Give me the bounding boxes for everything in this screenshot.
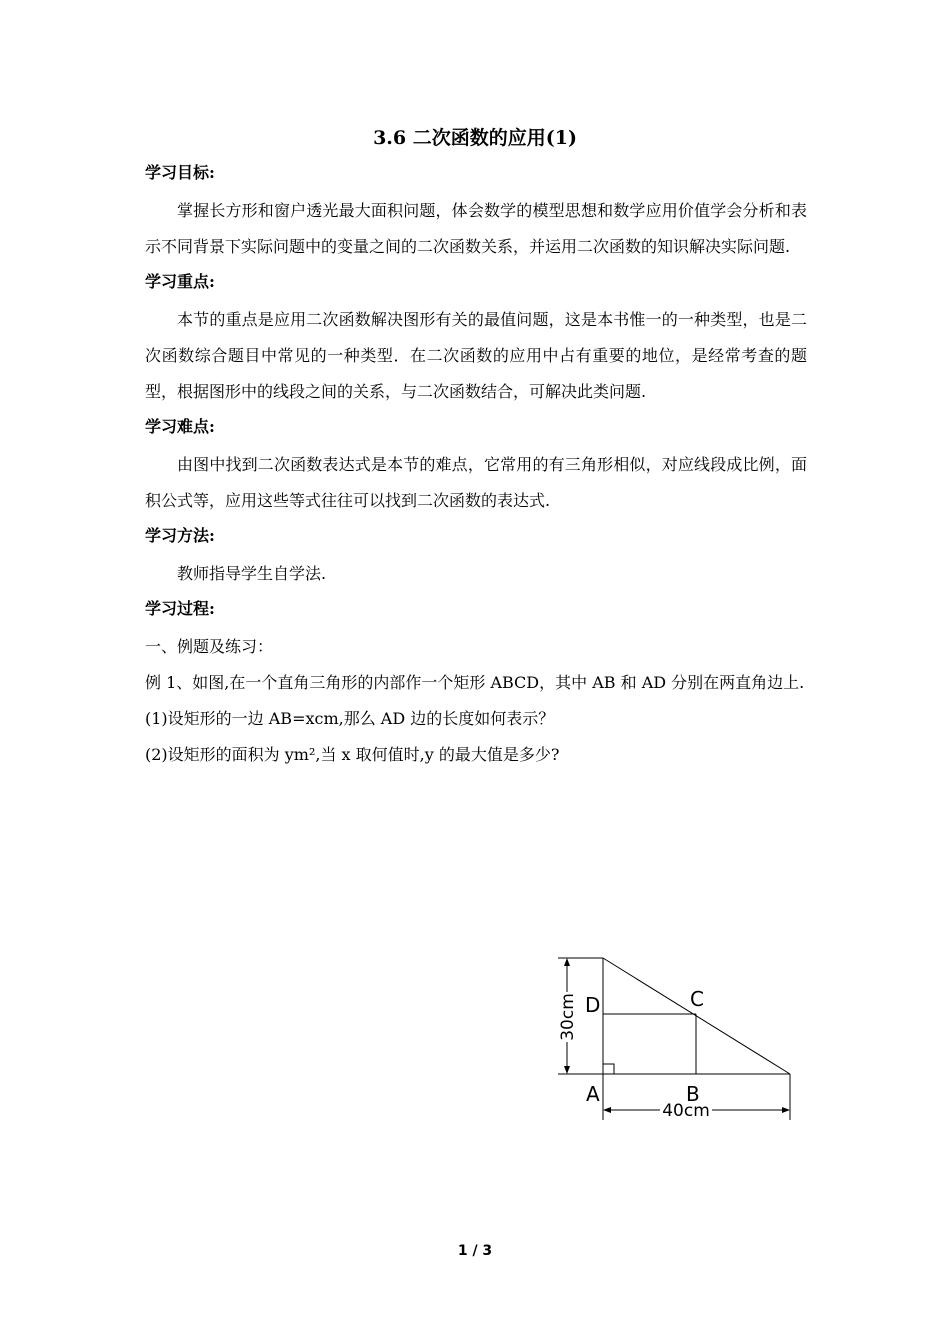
- question-1: (1)设矩形的一边 AB=xcm,那么 AD 边的长度如何表示？: [145, 709, 555, 728]
- triangle-figure: [550, 948, 810, 1128]
- process-heading: 学习过程:: [145, 599, 215, 618]
- width-label: 40cm: [662, 1101, 710, 1121]
- document-body: [145, 159, 807, 773]
- method-heading: 学习方法:: [145, 526, 215, 545]
- objectives-heading: 学习目标:: [145, 163, 215, 182]
- difficulties-text: 由图中找到二次函数表达式是本节的难点，它常用的有三角形相似，对应线段成比例，面积公式等，应用这些等式往往可以找到二次函数的表达式.: [145, 455, 807, 510]
- key-points-text: 本节的重点是应用二次函数解决图形有关的最值问题，这是本书惟一的一种类型，也是二次函数综合题目中常见的一种类型．在二次函数的应用中占有重要的地位，是经常考查的题型，根据图形中的线段之间的关系，与二次函数结合，可解决此类问题.: [145, 310, 807, 401]
- page-number: 1 / 3: [457, 1243, 493, 1259]
- label-d: D: [585, 993, 601, 1017]
- question-2: (2)设矩形的面积为 ym²,当 x 取何值时,y 的最大值是多少?: [145, 745, 560, 764]
- label-c: C: [690, 987, 704, 1011]
- method-text: 教师指导学生自学法.: [177, 564, 327, 583]
- page-title: 3.6 二次函数的应用(1): [373, 127, 577, 149]
- width-arrow-left: [603, 1107, 611, 1113]
- objectives-text: 掌握长方形和窗户透光最大面积问题，体会数学的模型思想和数学应用价值学会分析和表示不同背景下实际问题中的变量之间的二次函数关系，并运用二次函数的知识解决实际问题.: [145, 201, 807, 256]
- label-a: A: [586, 1082, 600, 1106]
- right-angle-mark: [603, 1064, 614, 1074]
- height-arrow-bottom: [564, 1066, 570, 1074]
- example-text: 例 1、如图,在一个直角三角形的内部作一个矩形 ABCD，其中 AB 和 AD 分别在两直角边上.: [145, 673, 805, 692]
- label-b: B: [686, 1082, 700, 1106]
- section-title: 一、例题及练习：: [145, 637, 274, 656]
- height-arrow-top: [564, 958, 570, 966]
- key-points-heading: 学习重点:: [145, 272, 215, 291]
- difficulties-heading: 学习难点:: [145, 417, 215, 436]
- width-arrow-right: [782, 1107, 790, 1113]
- height-label: 30cm: [558, 993, 578, 1041]
